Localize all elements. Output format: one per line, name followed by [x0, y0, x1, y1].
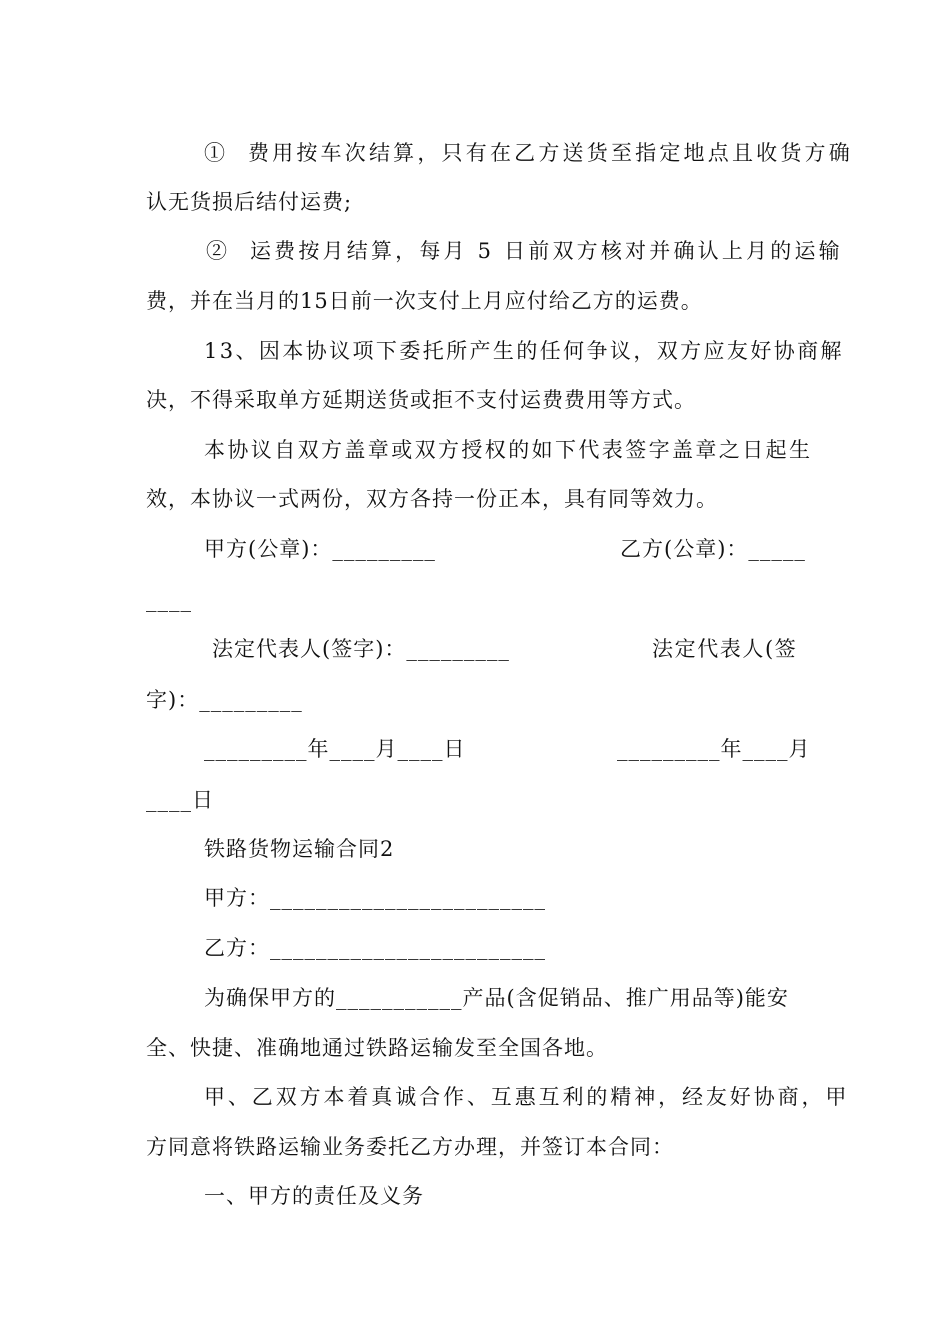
contract-2-party-b-field: 乙方：________________________ — [204, 936, 546, 960]
section-heading-party-a-duties: 一、甲方的责任及义务 — [204, 1184, 424, 1208]
purpose-line-1: 为确保甲方的___________产品(含促销品、推广用品等)能安 — [204, 986, 789, 1010]
clause-item-2-line-2: 费，并在当月的15日前一次支付上月应付给乙方的运费。 — [146, 289, 703, 313]
purpose-line-2: 全、快捷、准确地通过铁路运输发至全国各地。 — [146, 1036, 608, 1060]
agreement-line-1: 甲、乙双方本着真诚合作、互惠互利的精神，经友好协商，甲 — [204, 1085, 850, 1109]
effective-clause-line-1: 本协议自双方盖章或双方授权的如下代表签字盖章之日起生 — [204, 438, 813, 462]
party-b-seal-field: 乙方(公章)：_____ — [620, 537, 806, 561]
agreement-line-2: 方同意将铁路运输业务委托乙方办理，并签订本合同： — [146, 1135, 674, 1159]
party-b-seal-field-continued: ____ — [146, 588, 192, 612]
clause-item-2-line-1: ② 运费按月结算，每月 5 日前双方核对并确认上月的运输 — [206, 239, 843, 263]
party-b-representative-field-continued: 字)：_________ — [146, 688, 303, 712]
party-b-date-field: _________年____月 — [617, 737, 811, 761]
clause-13-line-1: 13、因本协议项下委托所产生的任何争议，双方应友好协商解 — [204, 339, 844, 363]
party-b-representative-field: 法定代表人(签 — [652, 637, 798, 661]
clause-13-line-2: 决，不得采取单方延期送货或拒不支付运费费用等方式。 — [146, 388, 696, 412]
party-a-date-field: _________年____月____日 — [204, 737, 466, 761]
clause-item-1-line-2: 认无货损后结付运费; — [146, 190, 353, 214]
clause-item-1-line-1: ① 费用按车次结算，只有在乙方送货至指定地点且收货方确 — [204, 141, 853, 165]
contract-2-title: 铁路货物运输合同2 — [204, 837, 395, 861]
effective-clause-line-2: 效，本协议一式两份，双方各持一份正本，具有同等效力。 — [146, 487, 718, 511]
party-b-date-field-continued: ____日 — [146, 788, 214, 812]
contract-2-party-a-field: 甲方：________________________ — [204, 886, 546, 910]
party-a-representative-field: 法定代表人(签字)：_________ — [212, 637, 510, 661]
party-a-seal-field: 甲方(公章)：_________ — [204, 537, 436, 561]
